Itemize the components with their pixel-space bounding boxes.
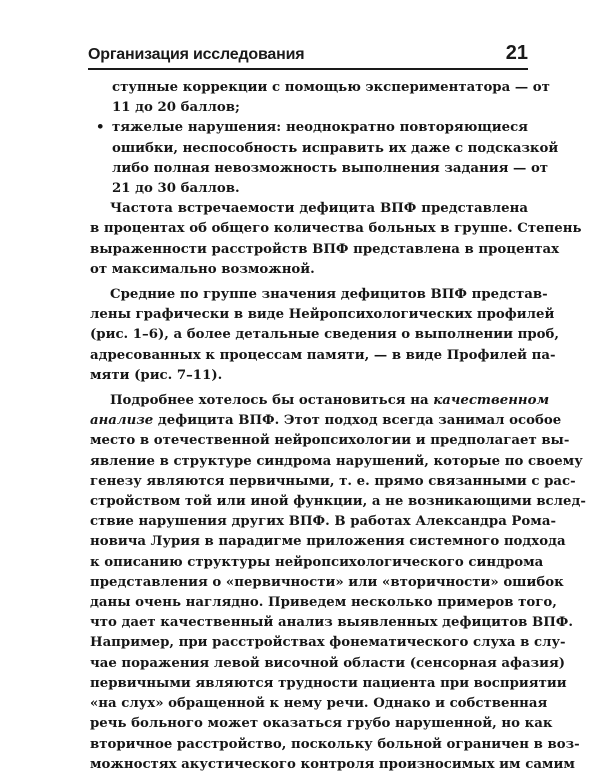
text-line: Частота встречаемости дефицита ВПФ представлена [110, 201, 528, 217]
text-line: генезу являются первичными, т. е. прямо связанными с рас- [90, 473, 576, 489]
text-line: либо полная невозможность выполнения задания — от [112, 160, 549, 176]
text-line: тяжелые нарушения: неоднократно повторяющиеся [112, 120, 528, 136]
text-line: что дает качественный анализ выявленных дефицитов ВПФ. [90, 615, 574, 631]
text-run: Подробнее хотелось бы остановиться на [110, 393, 434, 409]
text-line: лены графически в виде Нейропсихологических профилей [90, 307, 555, 323]
bullet-continuation [90, 78, 550, 118]
text-line: «на слух» обращенной к нему речи. Однако и собственная [90, 696, 548, 712]
text-line: к описанию структуры нейропсихологического синдрома [90, 554, 544, 570]
text-line: мяти (рис. 7–11). [90, 367, 223, 383]
paragraph [90, 391, 586, 775]
page-header [88, 34, 528, 70]
text-line [90, 411, 562, 431]
list-item [90, 118, 559, 199]
emphasis-term: анализе [90, 413, 154, 429]
running-head: Организация исследования [88, 46, 305, 63]
text-line: ошибки, неспособность исправить их даже с подсказкой [112, 140, 559, 156]
body-text [90, 78, 586, 775]
text-line: даны очень наглядно. Приведем несколько примеров того, [90, 595, 557, 611]
text-line: ствие нарушения других ВПФ. В работах Александра Рома- [90, 514, 556, 530]
text-line: представления о «первичности» или «вторичности» ошибок [90, 574, 564, 590]
text-line: можностях акустического контроля произносимых им самим [90, 756, 575, 772]
emphasis-term: качественном [433, 393, 550, 409]
bullet-icon: • [96, 120, 105, 136]
text-line: чае поражения левой височной области (сенсорная афазия) [90, 655, 566, 671]
text-line: первичными являются трудности пациента при восприятии [90, 675, 567, 691]
text-line: вторичное расстройство, поскольку больной ограничен в воз- [90, 736, 580, 752]
page-number: 21 [505, 42, 528, 64]
text-line: в процентах об общего количества больных в группе. Степень [90, 221, 582, 237]
text-run: дефицита ВПФ. Этот подход всегда занимал особое [153, 413, 562, 429]
text-line: явление в структуре синдрома нарушений, которые по своему [90, 453, 583, 469]
text-line [90, 391, 550, 411]
text-line: место в отечественной нейропсихологии и предполагает вы- [90, 433, 570, 449]
text-line: Средние по группе значения дефицитов ВПФ представ- [110, 287, 548, 303]
text-line: новича Лурия в парадигме приложения системного подхода [90, 534, 566, 550]
text-line: речь больного может оказаться грубо нарушенной, но как [90, 716, 553, 732]
text-line: стройством той или иной функции, а не возникающими вслед- [90, 494, 586, 510]
text-line: 21 до 30 баллов. [112, 181, 240, 197]
paragraph [90, 199, 582, 280]
text-line: адресованных к процессам памяти, — в виде Профилей па- [90, 347, 556, 363]
text-line: от максимально возможной. [90, 261, 315, 277]
text-line: ступные коррекции с помощью экспериментатора — от [112, 80, 550, 95]
text-line: (рис. 1–6), а более детальные сведения о выполнении проб, [90, 327, 560, 343]
text-line: Например, при расстройствах фонематического слуха в слу- [90, 635, 566, 651]
text-line: выраженности расстройств ВПФ представлена в процентах [90, 241, 560, 257]
paragraph [90, 285, 560, 386]
text-line: 11 до 20 баллов; [112, 100, 240, 116]
